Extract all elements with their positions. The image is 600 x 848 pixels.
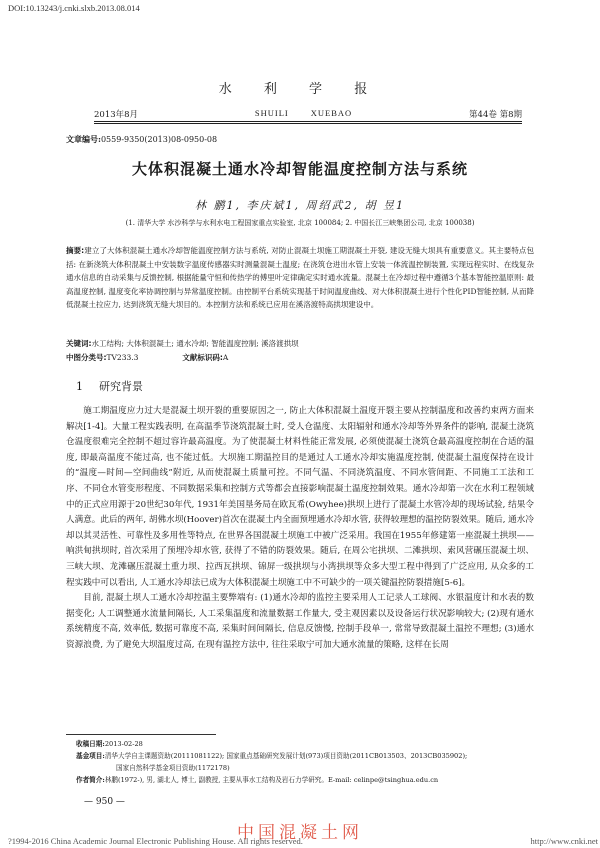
- page-number: — 950 —: [84, 797, 125, 807]
- footnote-author: [76, 774, 536, 786]
- article-number-label: 文章编号:: [66, 134, 101, 144]
- article-number-value: 0559-9350(2013)08-0950-08: [100, 135, 218, 144]
- section-number: 1: [76, 380, 83, 393]
- author-bio-label: 作者简介:: [76, 776, 105, 784]
- copyright-text: ?1994-2016 China Academic Journal Electronic Publishing House. All rights reserved.: [8, 836, 303, 846]
- body-text: [66, 404, 534, 654]
- journal-pinyin-2: XUEBAO: [310, 108, 353, 118]
- keywords-text: 水工结构; 大体积混凝土; 通水冷却; 智能温度控制; 溪洛渡拱坝: [91, 339, 299, 348]
- author-bio: 林鹏(1972-), 男, 湖北人, 博士, 副教授, 主要从事水工结构及岩石力学研究。E-mail: celinpe@tsinghua.edu.cn: [104, 776, 439, 784]
- affiliation: (1. 清华大学 水沙科学与水利水电工程国家重点实验室, 北京 100084; 2. 中国长江三峡集团公司, 北京 100038): [125, 219, 475, 227]
- footnote-fund: [76, 750, 536, 762]
- paragraph: 施工期温度应力过大是混凝土坝开裂的重要原因之一, 防止大体积混凝土温度开裂主要从控制温度和改善约束两方面来解决[1-4]。大量工程实践表明, 在高温季节浇筑混凝土时, 受人仓温度、太阳辐射和通水冷却等外界条件的影响, 混凝土浇筑仓温度很难完全控制不超过容许最高温度。为了使混凝土材料性能正常发展, 必须使混凝土浇筑仓最高温度控制在合适的温度, 即最高温度不能过高, 也不能过低。大坝施工期温控目的是通过人工通水冷却实施温度控制, 使混凝土温度保持在设计的“温度—时间—空间曲线”附近, 从而使混凝土质量可控。不同气温、不同浇筑温度、不同水管间距、不同施工工法和工序、不同仓水管变形程度、不同数据采集和控制方式等都会直接影响混凝土温度控制效果。通水冷却第一次在水利工程领域中的正式应用源于20世纪30年代, 1931年美国垦务局在欧瓦希(Owyhee)拱坝上进行了混凝土水管冷却的现场试验, 结果令人满意。此后的两年, 胡佛水坝(Hoover)首次在混凝土内全面预埋通水冷却水管, 获得较理想的温控防裂效果。随后, 通水冷却以其灵活性、可靠性及多用性等特点, 在世界各国混凝土坝施工中被广泛采用。我国在1955年修建第一座混凝土拱坝——响洪甸拱坝时, 首次采用了预埋冷却水管, 获得了不错的防裂效果。随后, 在周公宅拱坝、二滩拱坝、索风营碾压混凝土坝、三峡大坝、龙滩碾压混凝土重力坝、拉西瓦拱坝、锦屏一级拱坝与小湾拱坝等众多大型工程中得到了广泛应用, 从众多的工程实践中可以看出, 人工通水冷却法已成为大体积混凝土坝施工中不可缺少的一项关键温控防裂措施[5-6]。: [66, 406, 534, 588]
- header-rule: [94, 121, 522, 122]
- doc-code-label: 文献标识码:: [182, 353, 223, 362]
- copyright-bar: [8, 836, 598, 846]
- footnotes: [76, 738, 536, 786]
- paper-title: 大体积混凝土通水冷却智能温度控制方法与系统: [131, 160, 468, 178]
- keywords-label: 关键词:: [66, 339, 92, 348]
- keywords: [66, 338, 534, 349]
- clc-label: 中图分类号:: [66, 353, 107, 362]
- issue-date: 2013年8月: [94, 110, 139, 120]
- watermark: 中国混凝土网: [237, 823, 363, 843]
- doc-code: [182, 352, 228, 363]
- journal-title: 水 利 学 报: [218, 82, 382, 97]
- received-label: 收稿日期:: [76, 740, 105, 748]
- header-rule-thin: [94, 123, 522, 124]
- clc-value: TV233.3: [106, 353, 139, 362]
- section-title: 研究背景: [99, 380, 143, 393]
- clc: [66, 352, 138, 363]
- volume-issue: 第44卷 第8期: [469, 110, 522, 120]
- footnote-received: [76, 738, 536, 750]
- journal-pinyin-1: SHUILI: [254, 108, 289, 118]
- fund-line-2: 国家自然科学基金项目资助(1172178): [116, 764, 230, 772]
- abstract-text: 建立了大体积混凝土通水冷却智能温度控制方法与系统, 对防止混凝土坝施工期混凝土开裂, 建设无缝大坝具有重要意义。其主要特点包括: 在新浇筑大体积混凝土中安装数字温度传感器实时测量混凝土温度; 在浇筑仓进出水管上安装一体流温控制装置, 实现远程实时、在线复杂通水信息的自动采集与反馈控制, 根据能量守恒和传热学的傅里叶定律确定实时通水流量。混凝土在冷却过程中遵循3个基本智能控温原则: 最高温度控制, 温度变化率协调控制与异常温度控制。由控制平台系统实现基于时间温度曲线、对大体积混凝土进行个性化PID智能控制, 从而降低混凝土拉应力, 达到浇筑无缝大坝目的。本控制方法和系统已应用在溪洛渡特高拱坝建设中。: [66, 246, 534, 309]
- article-number: [66, 134, 217, 145]
- authors: 林 鹏1, 李庆斌1, 周绍武2, 胡 昱1: [195, 199, 405, 212]
- abstract: [66, 244, 534, 312]
- fund-label: 基金项目:: [76, 752, 105, 760]
- doc-code-value: A: [222, 353, 229, 362]
- journal-pinyin: [255, 108, 352, 120]
- paragraph: 目前, 混凝土坝人工通水冷却控温主要弊端有: (1)通水冷却的监控主要采用人工记录人工球阀、水银温度计和水表的数据变化; 人工调整通水流量间隔长, 人工采集温度和流量数据工作量大, 受主观因素以及设备运行状况影响较大; (2)现有通水系统精度不高, 效率低, 数据可靠度不高, 采集时间间隔长, 信息反馈慢, 控制手段单一, 常常导致混凝土温控不理想; (3)通水资源浪费, 为了避免大坝温度过高, 在现有温控方法中, 往往采取宁可加大通水流量的策略, 这样在长周: [66, 593, 534, 650]
- footnote-rule: [66, 734, 216, 735]
- received-date: 2013-02-28: [104, 740, 143, 748]
- classification: [66, 352, 534, 363]
- fund-line-1: 清华大学自主课题资助(20111081122); 国家重点基础研究发展计划(973)项目资助(2011CB013503、2013CB035902);: [104, 752, 468, 760]
- running-header: [94, 108, 522, 120]
- doi: DOI:10.13243/j.cnki.slxb.2013.08.014: [8, 3, 140, 13]
- abstract-label: 摘要:: [66, 246, 85, 255]
- cnki-link[interactable]: http://www.cnki.net: [530, 836, 598, 846]
- section-heading: [76, 378, 159, 394]
